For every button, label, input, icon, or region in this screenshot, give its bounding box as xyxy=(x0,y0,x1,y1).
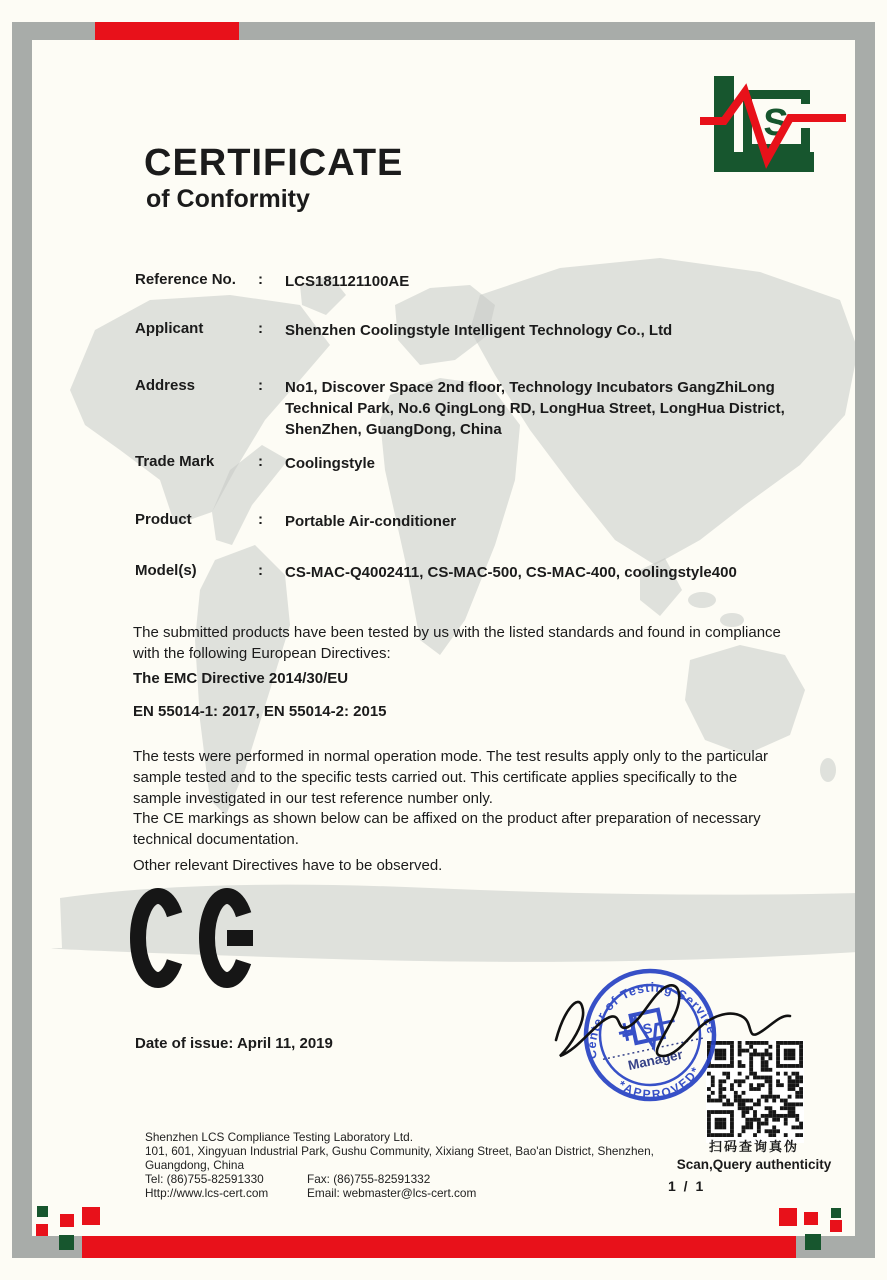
field-label: Reference No. xyxy=(135,271,236,288)
field-row-models xyxy=(135,562,790,583)
decor-square xyxy=(82,1207,100,1225)
footer-address-line1: 101, 601, Xingyuan Industrial Park, Gushu Community, Xixiang Street, Bao'an District, Shenzhen, xyxy=(145,1144,654,1158)
certificate-subtitle: of Conformity xyxy=(146,185,310,213)
field-value: Shenzhen Coolingstyle Intelligent Technology Co., Ltd xyxy=(285,322,673,339)
lcs-logo xyxy=(698,64,858,189)
statement-directive: The EMC Directive 2014/30/EU xyxy=(133,670,349,687)
statement-standards: EN 55014-1: 2017, EN 55014-2: 2015 xyxy=(133,703,387,720)
field-colon: : xyxy=(258,377,263,394)
footer-email: Email: webmaster@lcs-cert.com xyxy=(307,1186,477,1200)
frame-top-red-accent xyxy=(95,22,239,40)
decor-square xyxy=(779,1208,797,1226)
qr-captions xyxy=(641,1136,867,1172)
decor-square xyxy=(60,1214,74,1227)
frame-right xyxy=(855,22,875,1258)
decor-square xyxy=(37,1206,48,1217)
frame-left xyxy=(12,22,32,1258)
field-row-address xyxy=(135,377,790,440)
stamp-approved-text: *APPROVED* xyxy=(615,1063,704,1102)
field-colon: : xyxy=(258,320,263,337)
field-label: Product xyxy=(135,511,192,528)
decor-square xyxy=(59,1235,74,1250)
logo-letter: S xyxy=(763,102,789,144)
ce-mark xyxy=(130,886,280,990)
field-row-product xyxy=(135,511,790,532)
footer-address-line2: Guangdong, China xyxy=(145,1158,245,1172)
field-row-applicant xyxy=(135,320,790,341)
field-colon: : xyxy=(258,562,263,579)
manager-signature xyxy=(548,962,798,1072)
field-colon: : xyxy=(258,271,263,288)
page-number: 1 / 1 xyxy=(668,1178,706,1194)
field-row-trademark xyxy=(135,453,790,474)
field-value: Coolingstyle xyxy=(285,455,376,472)
field-label: Trade Mark xyxy=(135,453,215,470)
statement-ce-note: The CE markings as shown below can be affixed on the product after preparation of necessary technical documentation. xyxy=(133,810,761,848)
stamp-logo-letter: S xyxy=(641,1019,654,1038)
footer-company: Shenzhen LCS Compliance Testing Laboratory Ltd. xyxy=(145,1130,413,1144)
field-label: Applicant xyxy=(135,320,204,337)
footer-tel: Tel: (86)755-82591330 xyxy=(145,1172,264,1186)
decor-square xyxy=(805,1234,821,1250)
field-colon: : xyxy=(258,511,263,528)
field-value: CS-MAC-Q4002411, CS-MAC-500, CS-MAC-400, coolingstyle400 xyxy=(285,564,737,581)
footer-website: Http://www.lcs-cert.com xyxy=(145,1186,269,1200)
field-label: Address xyxy=(135,377,196,394)
field-label: Model(s) xyxy=(135,562,197,579)
statement-intro: The submitted products have been tested by us with the listed standards and found in compliance with the following European Directives: xyxy=(133,624,781,662)
statement-other-directives: Other relevant Directives have to be observed. xyxy=(133,857,443,874)
footer xyxy=(145,1130,654,1200)
qr-caption-chinese: 扫码查询真伪 xyxy=(708,1139,799,1154)
field-colon: : xyxy=(258,453,263,470)
decor-square xyxy=(36,1224,48,1236)
field-value: LCS181121100AE xyxy=(285,273,410,290)
decor-square xyxy=(831,1208,841,1218)
decor-square xyxy=(830,1220,842,1232)
date-of-issue: Date of issue: April 11, 2019 xyxy=(135,1035,333,1052)
frame-bottom-red-accent xyxy=(82,1236,796,1258)
stamp-manager-text: Manager xyxy=(626,1046,685,1074)
statement-test-scope: The tests were performed in normal operation mode. The test results apply only to the particular sample tested and to the specific tests carried out. This certificate applies specifically to the sample investigated in our test reference number only. xyxy=(133,748,769,807)
stamp-ring-text: Center of Testing Service xyxy=(584,980,719,1060)
footer-fax: Fax: (86)755-82591332 xyxy=(307,1172,431,1186)
qr-caption-english: Scan,Query authenticity xyxy=(676,1157,832,1172)
decor-square xyxy=(804,1212,818,1225)
field-value: No1, Discover Space 2nd floor, Technology Incubators GangZhiLong Technical Park, No.6 QingLong RD, LongHua Street, LongHua District, ShenZhen, GuangDong, China xyxy=(285,379,785,438)
certificate-title: CERTIFICATE xyxy=(144,142,404,184)
field-value: Portable Air-conditioner xyxy=(285,513,457,530)
field-row-reference xyxy=(135,271,790,292)
